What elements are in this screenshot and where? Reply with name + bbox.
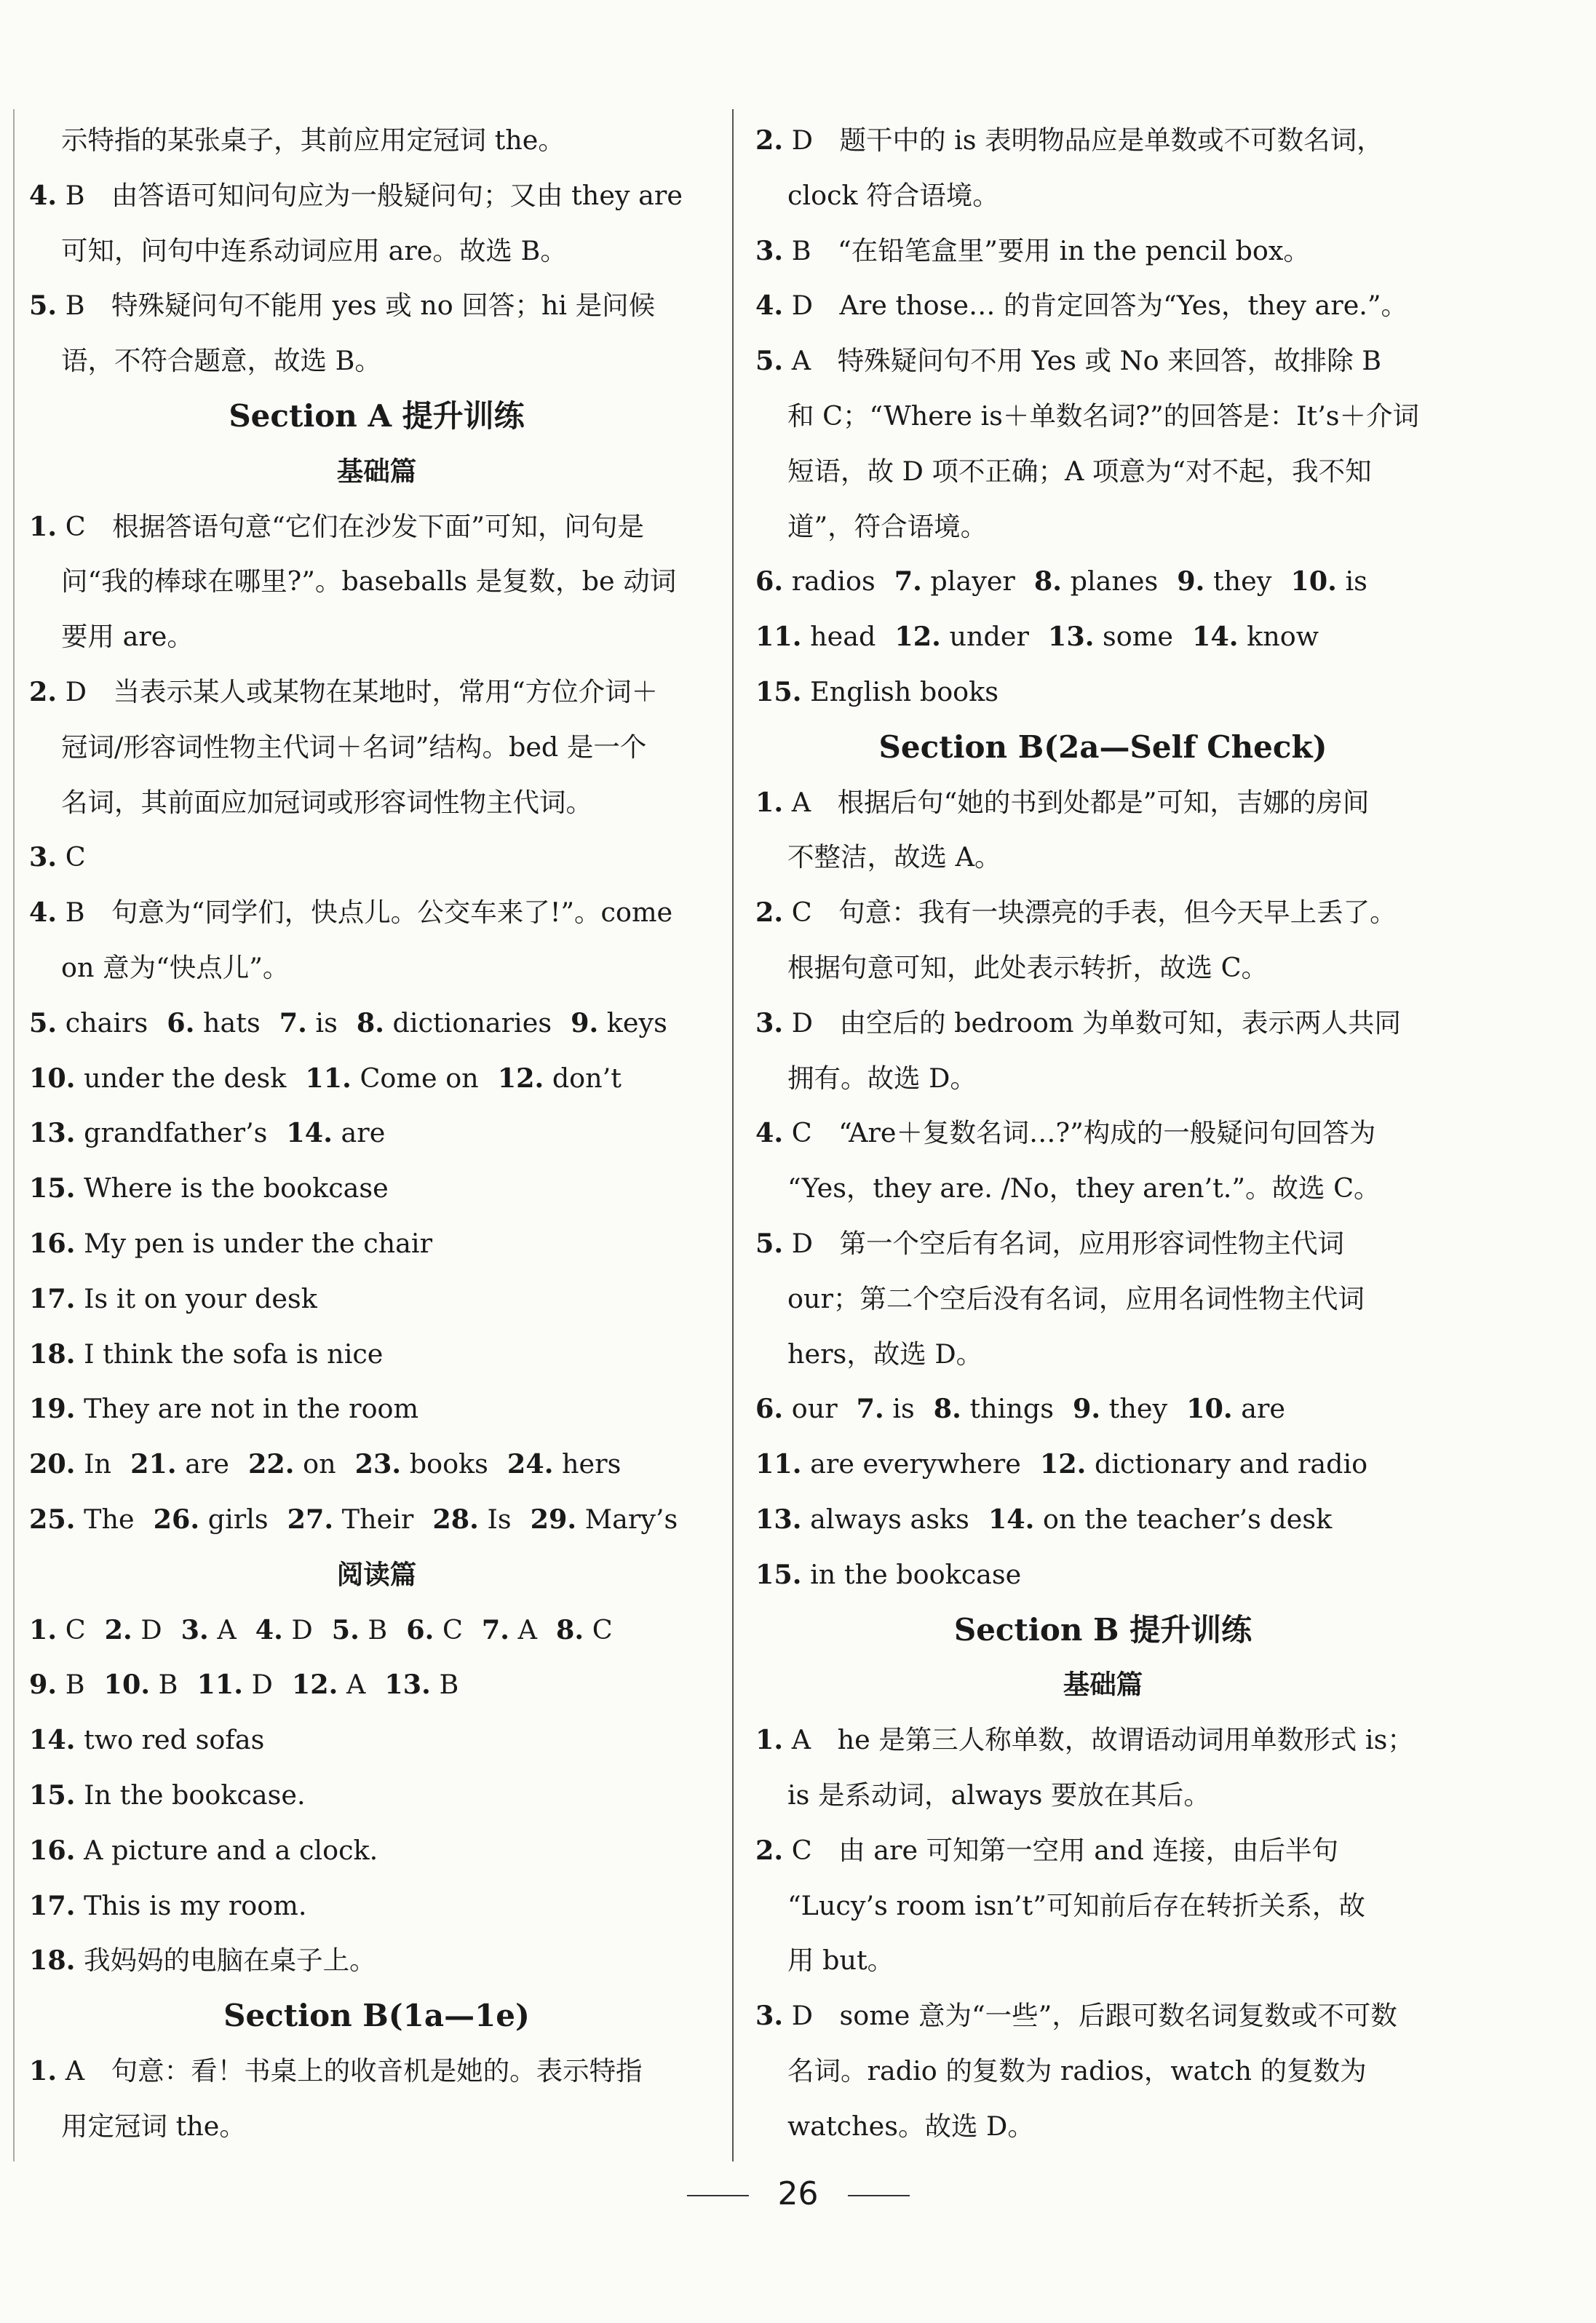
item-text: A 根据后句“她的书到处都是”可知，吉娜的房间 (791, 786, 1370, 818)
item-number: 3. (755, 2000, 784, 2032)
item-number: 1. (29, 1613, 57, 1645)
item-number: 18. (29, 1338, 76, 1370)
item-number: 2. (755, 124, 784, 156)
item-text: 问“我的棒球在哪里?”。baseballs 是复数，be 动词 (61, 565, 677, 597)
item-text: A he 是第三人称单数，故谓语动词用单数形式 is； (791, 1724, 1414, 1756)
explanation-continuation (755, 1051, 1450, 1106)
item-number: 1. (29, 510, 57, 542)
item-answer: don’t (552, 1062, 622, 1094)
item-answer: our (791, 1393, 838, 1425)
item-text: two red sofas (84, 1724, 265, 1756)
item-text: D 当表示某人或某物在某地时，常用“方位介词＋ (65, 675, 659, 707)
answer-row (755, 1437, 1450, 1492)
explanation-continuation (755, 1768, 1450, 1823)
item-text: 语，不符合题意，故选 B。 (61, 345, 381, 377)
item-text: clock 符合语境。 (787, 179, 999, 211)
item-text: 用 but。 (787, 1945, 894, 1977)
item-answer: C (442, 1613, 463, 1645)
item-answer: under (949, 621, 1029, 653)
item-text: B 特殊疑问句不能用 yes 或 no 回答；hi 是问候 (65, 290, 656, 322)
item-answer: B (368, 1613, 388, 1645)
item-text: Is it on your desk (84, 1282, 317, 1314)
item-number: 15. (29, 1779, 76, 1811)
item-number: 7. (856, 1393, 884, 1425)
explanation-continuation (755, 168, 1450, 223)
answer-row (755, 1381, 1450, 1437)
item-answer: Is (487, 1503, 512, 1535)
item-text: B 句意为“同学们，快点儿。公交车来了!”。come (65, 897, 673, 929)
item-number: 2. (29, 675, 57, 707)
item-text: 可知，问句中连系动词应用 are。故选 B。 (61, 234, 567, 266)
answer-row (29, 996, 724, 1051)
section-heading: Section B(2a—Self Check) (878, 728, 1327, 765)
item-text: This is my room. (84, 1889, 307, 1921)
item-number: 27. (287, 1503, 334, 1535)
item-number: 12. (497, 1062, 544, 1094)
item-number: 22. (248, 1448, 295, 1480)
item-number: 14. (1191, 621, 1239, 653)
item-answer: D (251, 1669, 273, 1701)
page-footer (0, 2172, 1596, 2216)
item-number: 5. (29, 1006, 57, 1039)
item-number: 7. (481, 1613, 510, 1645)
answer-row (29, 1051, 724, 1106)
explanation-continuation (755, 830, 1450, 885)
answer-line (755, 1216, 1450, 1271)
item-number: 10. (1290, 565, 1337, 597)
item-number: 8. (1033, 565, 1062, 597)
answer-line (29, 1768, 724, 1823)
item-number: 5. (331, 1613, 360, 1645)
answer-line (29, 1878, 724, 1934)
item-text: D 第一个空后有名词，应用形容词性物主代词 (791, 1227, 1344, 1259)
explanation-continuation (29, 609, 724, 664)
answer-line (29, 664, 724, 720)
item-number: 8. (933, 1393, 961, 1425)
answer-line (755, 664, 1450, 720)
item-number: 11. (196, 1669, 244, 1701)
explanation-continuation (755, 1933, 1450, 1988)
answer-line (29, 830, 724, 885)
item-number: 12. (894, 621, 941, 653)
section-heading: Section B 提升训练 (953, 1611, 1252, 1648)
answer-line (29, 499, 724, 555)
left-column (29, 113, 724, 2153)
item-answer: know (1247, 621, 1319, 653)
item-number: 11. (755, 1448, 802, 1480)
item-number: 21. (130, 1448, 177, 1480)
item-answer: under the desk (84, 1062, 287, 1094)
item-number: 1. (755, 786, 784, 818)
item-answer: planes (1070, 565, 1159, 597)
answer-line (755, 1823, 1450, 1878)
item-number: 4. (29, 179, 57, 211)
item-answer: radios (791, 565, 876, 597)
answer-row (755, 1492, 1450, 1547)
item-number: 5. (755, 1227, 784, 1259)
answer-line (29, 278, 724, 333)
item-number: 3. (29, 841, 57, 873)
answer-line (29, 1271, 724, 1327)
item-answer: chairs (65, 1006, 148, 1039)
item-text: 根据句意可知，此处表示转折，故选 C。 (787, 951, 1269, 983)
right-column (755, 113, 1450, 2153)
item-number: 13. (755, 1503, 802, 1535)
explanation-continuation (29, 720, 724, 775)
item-text: D 由空后的 bedroom 为单数可知，表示两人共同 (791, 1006, 1402, 1039)
item-number: 13. (1047, 621, 1095, 653)
item-number: 16. (29, 1227, 76, 1259)
item-answer: Come on (360, 1062, 479, 1094)
item-answer: are (1241, 1393, 1286, 1425)
item-number: 3. (755, 1006, 784, 1039)
item-number: 5. (755, 345, 784, 377)
answer-line (29, 1216, 724, 1271)
item-text: A 特殊疑问句不用 Yes 或 No 来回答，故排除 B (791, 345, 1382, 377)
item-answer: always asks (810, 1503, 969, 1535)
answer-line (755, 223, 1450, 279)
item-answer: are (185, 1448, 229, 1480)
item-answer: on the teacher’s desk (1042, 1503, 1333, 1535)
item-number: 24. (507, 1448, 554, 1480)
answer-line (755, 113, 1450, 168)
item-number: 4. (29, 897, 57, 929)
item-text: B “在铅笔盒里”要用 in the pencil box。 (791, 234, 1310, 266)
item-answer: girls (207, 1503, 269, 1535)
item-answer: C (65, 1613, 86, 1645)
item-answer: grandfather’s (84, 1117, 268, 1149)
explanation-continuation (29, 113, 724, 168)
item-number: 16. (29, 1834, 76, 1866)
explanation-continuation (29, 333, 724, 389)
answer-row (755, 609, 1450, 664)
explanation-continuation (755, 1878, 1450, 1934)
explanation-continuation (29, 940, 724, 996)
explanation-continuation (29, 554, 724, 609)
item-text: 名词。radio 的复数为 radios，watch 的复数为 (787, 2054, 1367, 2086)
item-number: 26. (153, 1503, 200, 1535)
item-number: 12. (291, 1669, 338, 1701)
item-text: 冠词/形容词性物主代词＋名词”结构。bed 是一个 (61, 731, 647, 763)
item-text: our；第二个空后没有名词，应用名词性物主代词 (787, 1282, 1365, 1314)
item-answer: they (1108, 1393, 1168, 1425)
item-text: C (65, 841, 86, 873)
item-answer: dictionary and radio (1094, 1448, 1368, 1480)
explanation-continuation (755, 499, 1450, 555)
item-answer: some (1103, 621, 1173, 653)
item-text: My pen is under the chair (84, 1227, 433, 1259)
answer-line (29, 2044, 724, 2099)
item-number: 7. (279, 1006, 307, 1039)
item-number: 6. (406, 1613, 434, 1645)
item-answer: In (84, 1448, 112, 1480)
item-number: 8. (555, 1613, 584, 1645)
item-text: B 由答语可知问句应为一般疑问句；又由 they are (65, 179, 683, 211)
item-answer: books (409, 1448, 488, 1480)
item-number: 9. (1072, 1393, 1101, 1425)
item-text: I think the sofa is nice (84, 1338, 384, 1370)
answer-line (755, 1988, 1450, 2044)
item-number: 13. (29, 1117, 76, 1149)
explanation-continuation (29, 2099, 724, 2154)
item-text: A 句意：看！书桌上的收音机是她的。表示特指 (65, 2054, 643, 2086)
item-number: 9. (571, 1006, 599, 1039)
answer-row (29, 1603, 724, 1658)
item-answer: player (930, 565, 1015, 597)
item-text: “Yes，they are. /No，they aren’t.”。故选 C。 (787, 1172, 1381, 1204)
answer-row (29, 1492, 724, 1547)
item-text: in the bookcase (810, 1558, 1022, 1590)
answer-line (29, 1161, 724, 1216)
section-heading: Section B(1a—1e) (223, 1998, 530, 2034)
answer-line (755, 1105, 1450, 1161)
item-number: 10. (1186, 1393, 1233, 1425)
item-number: 29. (530, 1503, 577, 1535)
item-text: They are not in the room (84, 1393, 419, 1425)
answer-row (29, 1657, 724, 1712)
item-answer: A (517, 1613, 537, 1645)
answer-line (29, 1327, 724, 1382)
item-number: 10. (29, 1062, 76, 1094)
item-answer: A (346, 1669, 366, 1701)
item-answer: things (969, 1393, 1054, 1425)
item-text: A picture and a clock. (84, 1834, 378, 1866)
item-number: 25. (29, 1503, 76, 1535)
footer-rule-right (848, 2195, 910, 2196)
answer-line (755, 996, 1450, 1051)
explanation-continuation (755, 1271, 1450, 1327)
section-heading: 基础篇 (336, 455, 417, 487)
item-answer: hers (562, 1448, 622, 1480)
item-answer: D (291, 1613, 313, 1645)
item-number: 1. (755, 1724, 784, 1756)
item-number: 18. (29, 1945, 76, 1977)
page-number: 26 (777, 2175, 819, 2212)
item-text: C 句意：我有一块漂亮的手表，但今天早上丢了。 (791, 897, 1397, 929)
item-text: 拥有。故选 D。 (787, 1062, 977, 1094)
item-answer: C (592, 1613, 613, 1645)
item-number: 23. (354, 1448, 402, 1480)
item-answer: on (303, 1448, 336, 1480)
item-number: 9. (1177, 565, 1205, 597)
item-answer: head (810, 621, 876, 653)
item-text: 道”，符合语境。 (787, 510, 988, 542)
item-number: 2. (755, 897, 784, 929)
item-answer: keys (606, 1006, 667, 1039)
item-number: 17. (29, 1889, 76, 1921)
item-number: 13. (384, 1669, 431, 1701)
answer-line (29, 885, 724, 940)
item-number: 4. (255, 1613, 283, 1645)
item-text: 不整洁，故选 A。 (787, 841, 1001, 873)
item-answer: are everywhere (810, 1448, 1021, 1480)
item-number: 6. (755, 1393, 784, 1425)
answer-line (29, 1381, 724, 1437)
answer-line (755, 1712, 1450, 1768)
item-answer: Their (341, 1503, 414, 1535)
item-number: 3. (180, 1613, 209, 1645)
answer-row (755, 554, 1450, 609)
item-number: 14. (286, 1117, 333, 1149)
footer-rule-left (687, 2195, 749, 2196)
item-number: 11. (305, 1062, 352, 1094)
item-number: 7. (894, 565, 922, 597)
item-answer: they (1212, 565, 1272, 597)
explanation-continuation (755, 2044, 1450, 2099)
answer-line (755, 1547, 1450, 1603)
item-answer: The (84, 1503, 135, 1535)
item-answer: is (315, 1006, 338, 1039)
explanation-continuation (755, 389, 1450, 444)
explanation-continuation (755, 940, 1450, 996)
item-number: 20. (29, 1448, 76, 1480)
item-number: 15. (755, 675, 802, 707)
item-text: Where is the bookcase (84, 1172, 389, 1204)
item-text: D some 意为“一些”，后跟可数名词复数或不可数 (791, 2000, 1397, 2032)
item-number: 4. (755, 1117, 784, 1149)
column-divider (732, 109, 734, 2161)
answer-line (755, 278, 1450, 333)
item-number: 19. (29, 1393, 76, 1425)
left-page-edge (13, 109, 15, 2161)
item-number: 17. (29, 1282, 76, 1314)
item-number: 1. (29, 2054, 57, 2086)
explanation-continuation (29, 223, 724, 279)
item-answer: dictionaries (392, 1006, 552, 1039)
item-number: 9. (29, 1669, 57, 1701)
item-number: 2. (104, 1613, 132, 1645)
item-answer: hats (203, 1006, 261, 1039)
item-text: 要用 are。 (61, 621, 194, 653)
item-number: 14. (29, 1724, 76, 1756)
item-number: 10. (103, 1669, 151, 1701)
answer-row (29, 1437, 724, 1492)
item-number: 2. (755, 1834, 784, 1866)
item-number: 3. (755, 234, 784, 266)
answer-line (755, 333, 1450, 389)
item-number: 14. (988, 1503, 1035, 1535)
item-answer: D (140, 1613, 162, 1645)
explanation-continuation (755, 1327, 1450, 1382)
item-answer: Mary’s (584, 1503, 678, 1535)
section-heading: 基础篇 (1063, 1669, 1143, 1701)
answer-line (755, 885, 1450, 940)
item-text: In the bookcase. (84, 1779, 306, 1811)
item-text: D Are those… 的肯定回答为“Yes，they are.”。 (791, 290, 1408, 322)
item-text: C “Are＋复数名词…?”构成的一般疑问句回答为 (791, 1117, 1376, 1149)
item-number: 15. (29, 1172, 76, 1204)
answer-line (29, 1712, 724, 1768)
item-text: watches。故选 D。 (787, 2110, 1034, 2142)
item-text: D 题干中的 is 表明物品应是单数或不可数名词， (791, 124, 1383, 156)
answer-row (29, 1105, 724, 1161)
item-text: 短语，故 D 项不正确；A 项意为“对不起，我不知 (787, 455, 1372, 487)
item-text: English books (810, 675, 999, 707)
item-number: 8. (356, 1006, 384, 1039)
item-text: C 由 are 可知第一空用 and 连接，由后半句 (791, 1834, 1338, 1866)
answer-line (29, 168, 724, 223)
answer-line (755, 775, 1450, 830)
explanation-continuation (29, 775, 724, 830)
item-answer: is (892, 1393, 915, 1425)
item-number: 6. (755, 565, 784, 597)
item-number: 11. (755, 621, 802, 653)
item-number: 6. (167, 1006, 195, 1039)
item-text: 我妈妈的电脑在桌子上。 (84, 1945, 376, 1977)
section-heading: Section A 提升训练 (229, 397, 525, 434)
item-answer: B (158, 1669, 178, 1701)
item-text: 示特指的某张桌子，其前应用定冠词 the。 (61, 124, 565, 156)
item-number: 28. (432, 1503, 479, 1535)
item-text: “Lucy’s room isn’t”可知前后存在转折关系，故 (787, 1889, 1365, 1921)
explanation-continuation (755, 1161, 1450, 1216)
item-text: C 根据答语句意“它们在沙发下面”可知，问句是 (65, 510, 644, 542)
answer-line (29, 1823, 724, 1878)
section-heading: 阅读篇 (336, 1558, 417, 1590)
item-text: 和 C；“Where is＋单数名词?”的回答是：It’s＋介词 (787, 400, 1420, 432)
item-text: on 意为“快点儿”。 (61, 951, 290, 983)
item-answer: A (217, 1613, 237, 1645)
answer-line (29, 1933, 724, 1988)
item-number: 5. (29, 290, 57, 322)
item-number: 12. (1039, 1448, 1087, 1480)
item-text: is 是系动词，always 要放在其后。 (787, 1779, 1210, 1811)
item-text: 名词，其前面应加冠词或形容词性物主代词。 (61, 786, 592, 818)
item-answer: B (65, 1669, 85, 1701)
item-number: 15. (755, 1558, 802, 1590)
item-text: 用定冠词 the。 (61, 2110, 246, 2142)
item-text: hers，故选 D。 (787, 1338, 983, 1370)
explanation-continuation (755, 444, 1450, 499)
item-answer: B (439, 1669, 459, 1701)
item-answer: are (341, 1117, 386, 1149)
item-answer: is (1345, 565, 1367, 597)
item-number: 4. (755, 290, 784, 322)
explanation-continuation (755, 2099, 1450, 2154)
